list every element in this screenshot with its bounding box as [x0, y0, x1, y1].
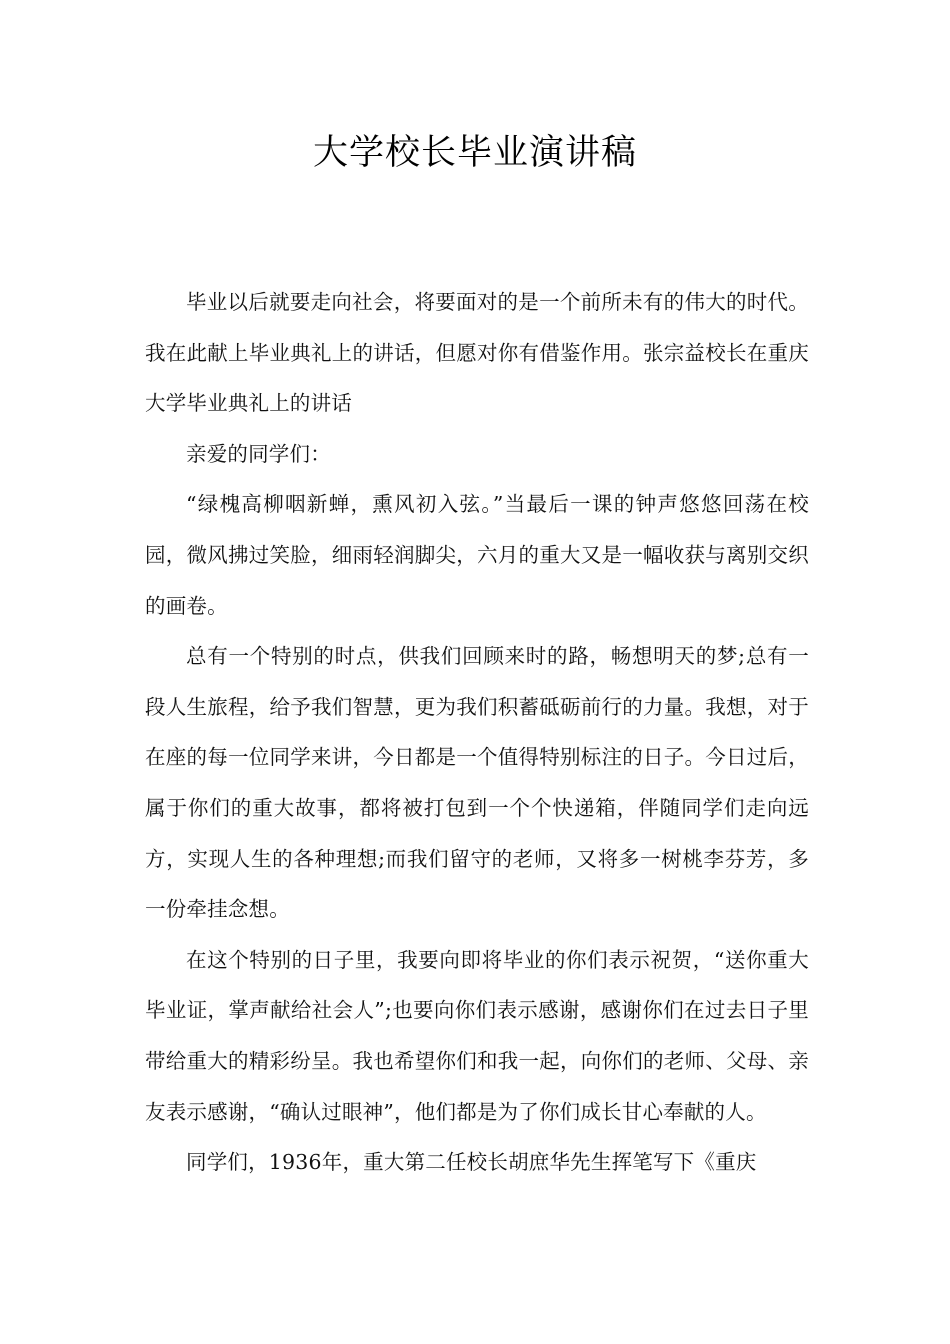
- paragraph-salutation: 亲爱的同学们：: [186, 441, 331, 466]
- paragraph-history: 同学们，1936年，重大第二任校长胡庶华先生挥笔写下《重庆: [186, 1150, 757, 1175]
- paragraph-intro: 毕业以后就要走向社会，将要面对的是一个前所未有的伟大的时代。 我在此献上毕业典礼上的讲话，但愿对你有借鉴作用。张宗益校长在重庆大学毕业典礼上的讲话: [145, 290, 809, 416]
- paragraph-reflection: 总有一个特别的时点，供我们回顾来时的路，畅想明天的梦;总有一段人生旅程，给予我们智慧，更为我们积蓄砥砺前行的力量。我想，对于在座的每一位同学来讲，今日都是一个值得特别标注的日子。今日过后，属于你们的重大故事，都将被打包到一个个快递箱，伴随同学们走向远方，实现人生的各种理想;而我们留守的老师，又将多一树桃李芬芳，多一份牵挂念想。: [145, 644, 809, 922]
- document-title: 大学校长毕业演讲稿: [312, 133, 637, 173]
- paragraph-congratulations: 在这个特别的日子里，我要向即将毕业的你们表示祝贺，“送你重大毕业证，掌声献给社会人”;也要向你们表示感谢，感谢你们在过去日子里带给重大的精彩纷呈。我也希望你们和我一起，向你们的老师、父母、亲友表示感谢，“确认过眼神”，他们都是为了你们成长甘心奉献的人。: [145, 947, 809, 1124]
- document-body: [145, 277, 809, 1188]
- paragraph-poem-opening: “绿槐高柳咽新蝉，熏风初入弦。”当最后一课的钟声悠悠回荡在校园，微风拂过笑脸，细雨轻润脚尖，六月的重大又是一幅收获与离别交织的画卷。: [145, 492, 809, 618]
